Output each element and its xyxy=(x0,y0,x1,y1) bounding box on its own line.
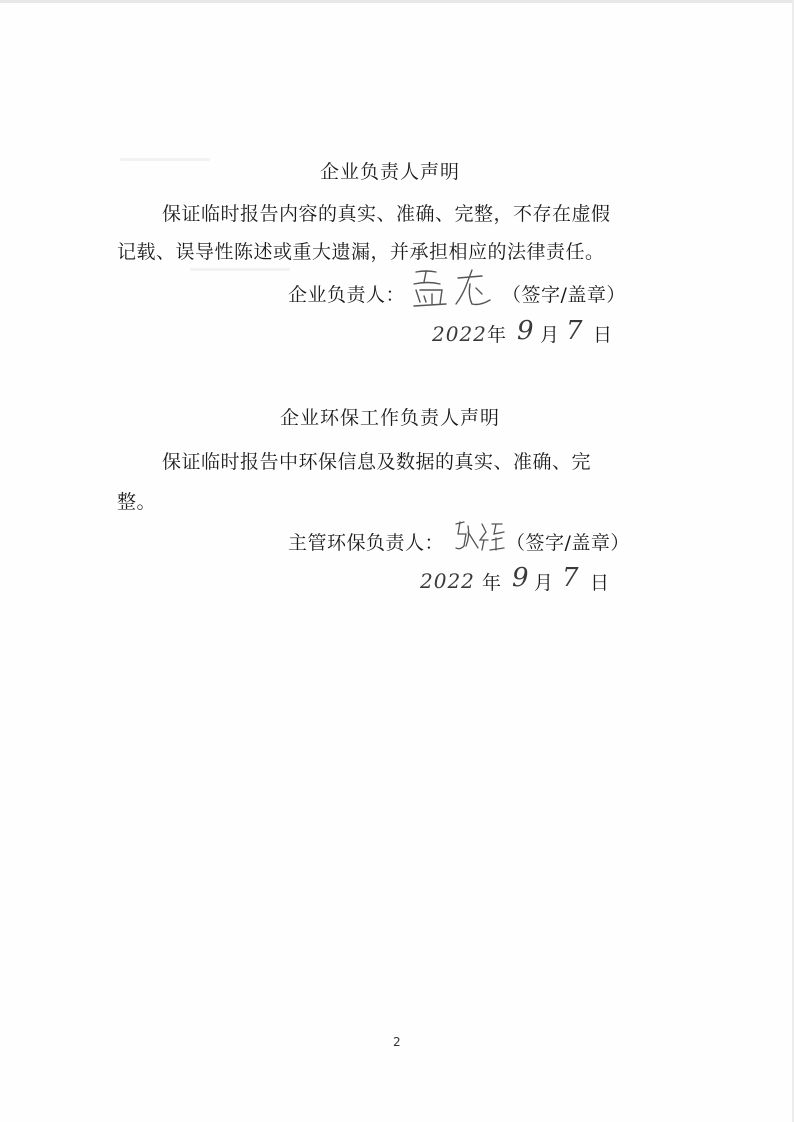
bleed-through-mark xyxy=(190,268,290,271)
section2-signature-image xyxy=(452,518,506,554)
section1-date-month-unit: 月 xyxy=(540,324,560,346)
section2-title: 企业环保工作负责人声明 xyxy=(280,407,501,429)
section1-paragraph-line1: 保证临时报告内容的真实、准确、完整，不存在虚假 xyxy=(162,203,611,225)
section1-sign-suffix: （签字/盖章） xyxy=(502,284,626,306)
section1-signature-image xyxy=(410,266,500,310)
bleed-through-mark xyxy=(120,158,210,161)
section1-date-year: 2022 xyxy=(432,322,487,346)
section2-sign-suffix: （签字/盖章） xyxy=(506,532,630,554)
section1-date-day: 7 xyxy=(566,316,583,346)
section2-date-month-unit: 月 xyxy=(534,572,554,594)
section1-signer-label: 企业负责人： xyxy=(288,284,406,306)
section1-paragraph-line2: 记载、误导性陈述或重大遗漏，并承担相应的法律责任。 xyxy=(117,241,605,263)
section2-date-year: 2022 xyxy=(420,569,475,593)
section2-date-day-unit: 日 xyxy=(590,572,610,594)
section1-date-year-unit: 年 xyxy=(487,324,507,346)
section2-date-day: 7 xyxy=(562,563,579,593)
page-number: 2 xyxy=(393,1035,401,1049)
section1-date-month: 9 xyxy=(517,316,534,346)
section2-paragraph-line1: 保证临时报告中环保信息及数据的真实、准确、完 xyxy=(162,451,592,473)
section1-title: 企业负责人声明 xyxy=(320,161,461,183)
section2-signer-label: 主管环保负责人： xyxy=(288,532,445,554)
section1-date-day-unit: 日 xyxy=(593,324,613,346)
section2-date-month: 9 xyxy=(512,563,529,593)
scan-edge xyxy=(0,0,794,3)
section2-date-year-unit: 年 xyxy=(482,572,502,594)
section2-paragraph-line2: 整。 xyxy=(117,491,157,513)
